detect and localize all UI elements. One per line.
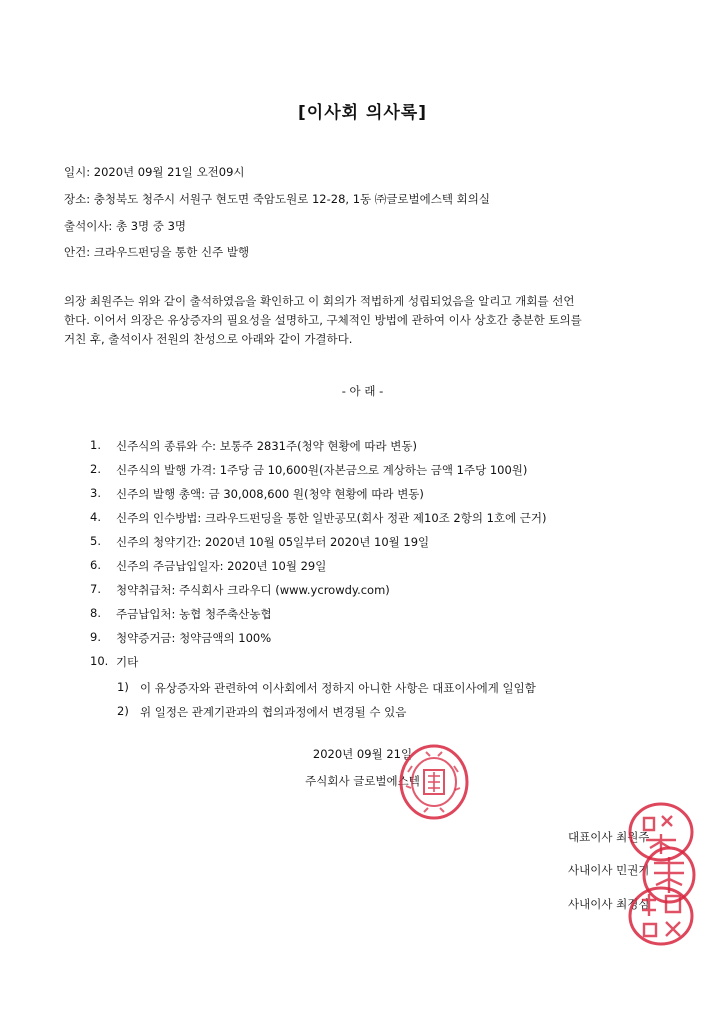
attendees: 출석이사: 총 3명 중 3명 <box>64 219 187 233</box>
paragraph-line: 의장 최원주는 위와 같이 출석하였음을 확인하고 이 회의가 적법하게 성립되었음을 알리고 개회를 선언 <box>64 294 575 308</box>
signature-director-1: 사내이사 민권기 <box>568 863 650 877</box>
closing-date: 2020년 09월 21일 <box>312 747 413 761</box>
sub-item-text: 위 일정은 관계기관과의 협의과정에서 변경될 수 있음 <box>140 705 407 719</box>
sub-item-text: 이 유상증자와 관련하여 이사회에서 정하지 아니한 사항은 대표이사에게 일임함 <box>140 681 536 695</box>
item-text: 신주식의 종류와 수: 보통주 2831주(청약 현황에 따라 변동) <box>116 439 417 453</box>
meeting-place: 장소: 충청북도 청주시 서원구 현도면 죽암도원로 12-28, 1동 ㈜글로벌에스텍 회의실 <box>64 192 490 206</box>
item-text: 신주의 청약기간: 2020년 10월 05일부터 2020년 10월 19일 <box>116 535 430 549</box>
item-text: 신주의 발행 총액: 금 30,008,600 원(청약 현황에 따라 변동) <box>116 487 424 501</box>
signature-director-2: 사내이사 최경심 <box>568 897 650 911</box>
item-number: 7. <box>90 582 101 596</box>
item-text: 청약취급처: 주식회사 크라우디 (www.ycrowdy.com) <box>116 583 390 597</box>
item-text: 청약증거금: 청약금액의 100% <box>116 631 272 645</box>
signature-ceo: 대표이사 최원주 <box>568 830 650 844</box>
document-title: [이사회 의사록] <box>298 103 427 123</box>
meeting-date: 일시: 2020년 09월 21일 오전09시 <box>64 165 245 179</box>
item-text: 주금납입처: 농협 청주축산농협 <box>116 607 272 621</box>
company-name: 주식회사 글로벌에스텍 <box>305 774 420 788</box>
paragraph-line: 한다. 이어서 의장은 유상증자의 필요성을 설명하고, 구체적인 방법에 관하여 이사 상호간 충분한 토의를 <box>64 313 582 327</box>
item-text: 신주의 주금납입일자: 2020년 10월 29일 <box>116 559 327 573</box>
sub-item-number: 2) <box>117 704 129 718</box>
item-text: 기타 <box>116 655 139 669</box>
section-separator: - 아 래 - <box>341 384 384 398</box>
item-number: 2. <box>90 462 101 476</box>
agenda: 안건: 크라우드펀딩을 통한 신주 발행 <box>64 245 250 259</box>
item-number: 5. <box>90 534 101 548</box>
paragraph-line: 거친 후, 출석이사 전원의 찬성으로 아래와 같이 가결하다. <box>64 332 353 346</box>
item-number: 9. <box>90 630 101 644</box>
personal-seal-icon <box>626 884 696 948</box>
item-text: 신주식의 발행 가격: 1주당 금 10,600원(자본금으로 계상하는 금액 1주당 100원) <box>116 463 528 477</box>
item-number: 1. <box>90 438 101 452</box>
item-number: 4. <box>90 510 101 524</box>
sub-item-number: 1) <box>117 680 129 694</box>
company-seal-icon <box>396 742 472 822</box>
item-text: 신주의 인수방법: 크라우드펀딩을 통한 일반공모(회사 정관 제10조 2항의 1호에 근거) <box>116 511 547 525</box>
item-number: 10. <box>90 654 109 668</box>
item-number: 8. <box>90 606 101 620</box>
item-number: 6. <box>90 558 101 572</box>
item-number: 3. <box>90 486 101 500</box>
resolution-paragraph <box>64 292 664 349</box>
